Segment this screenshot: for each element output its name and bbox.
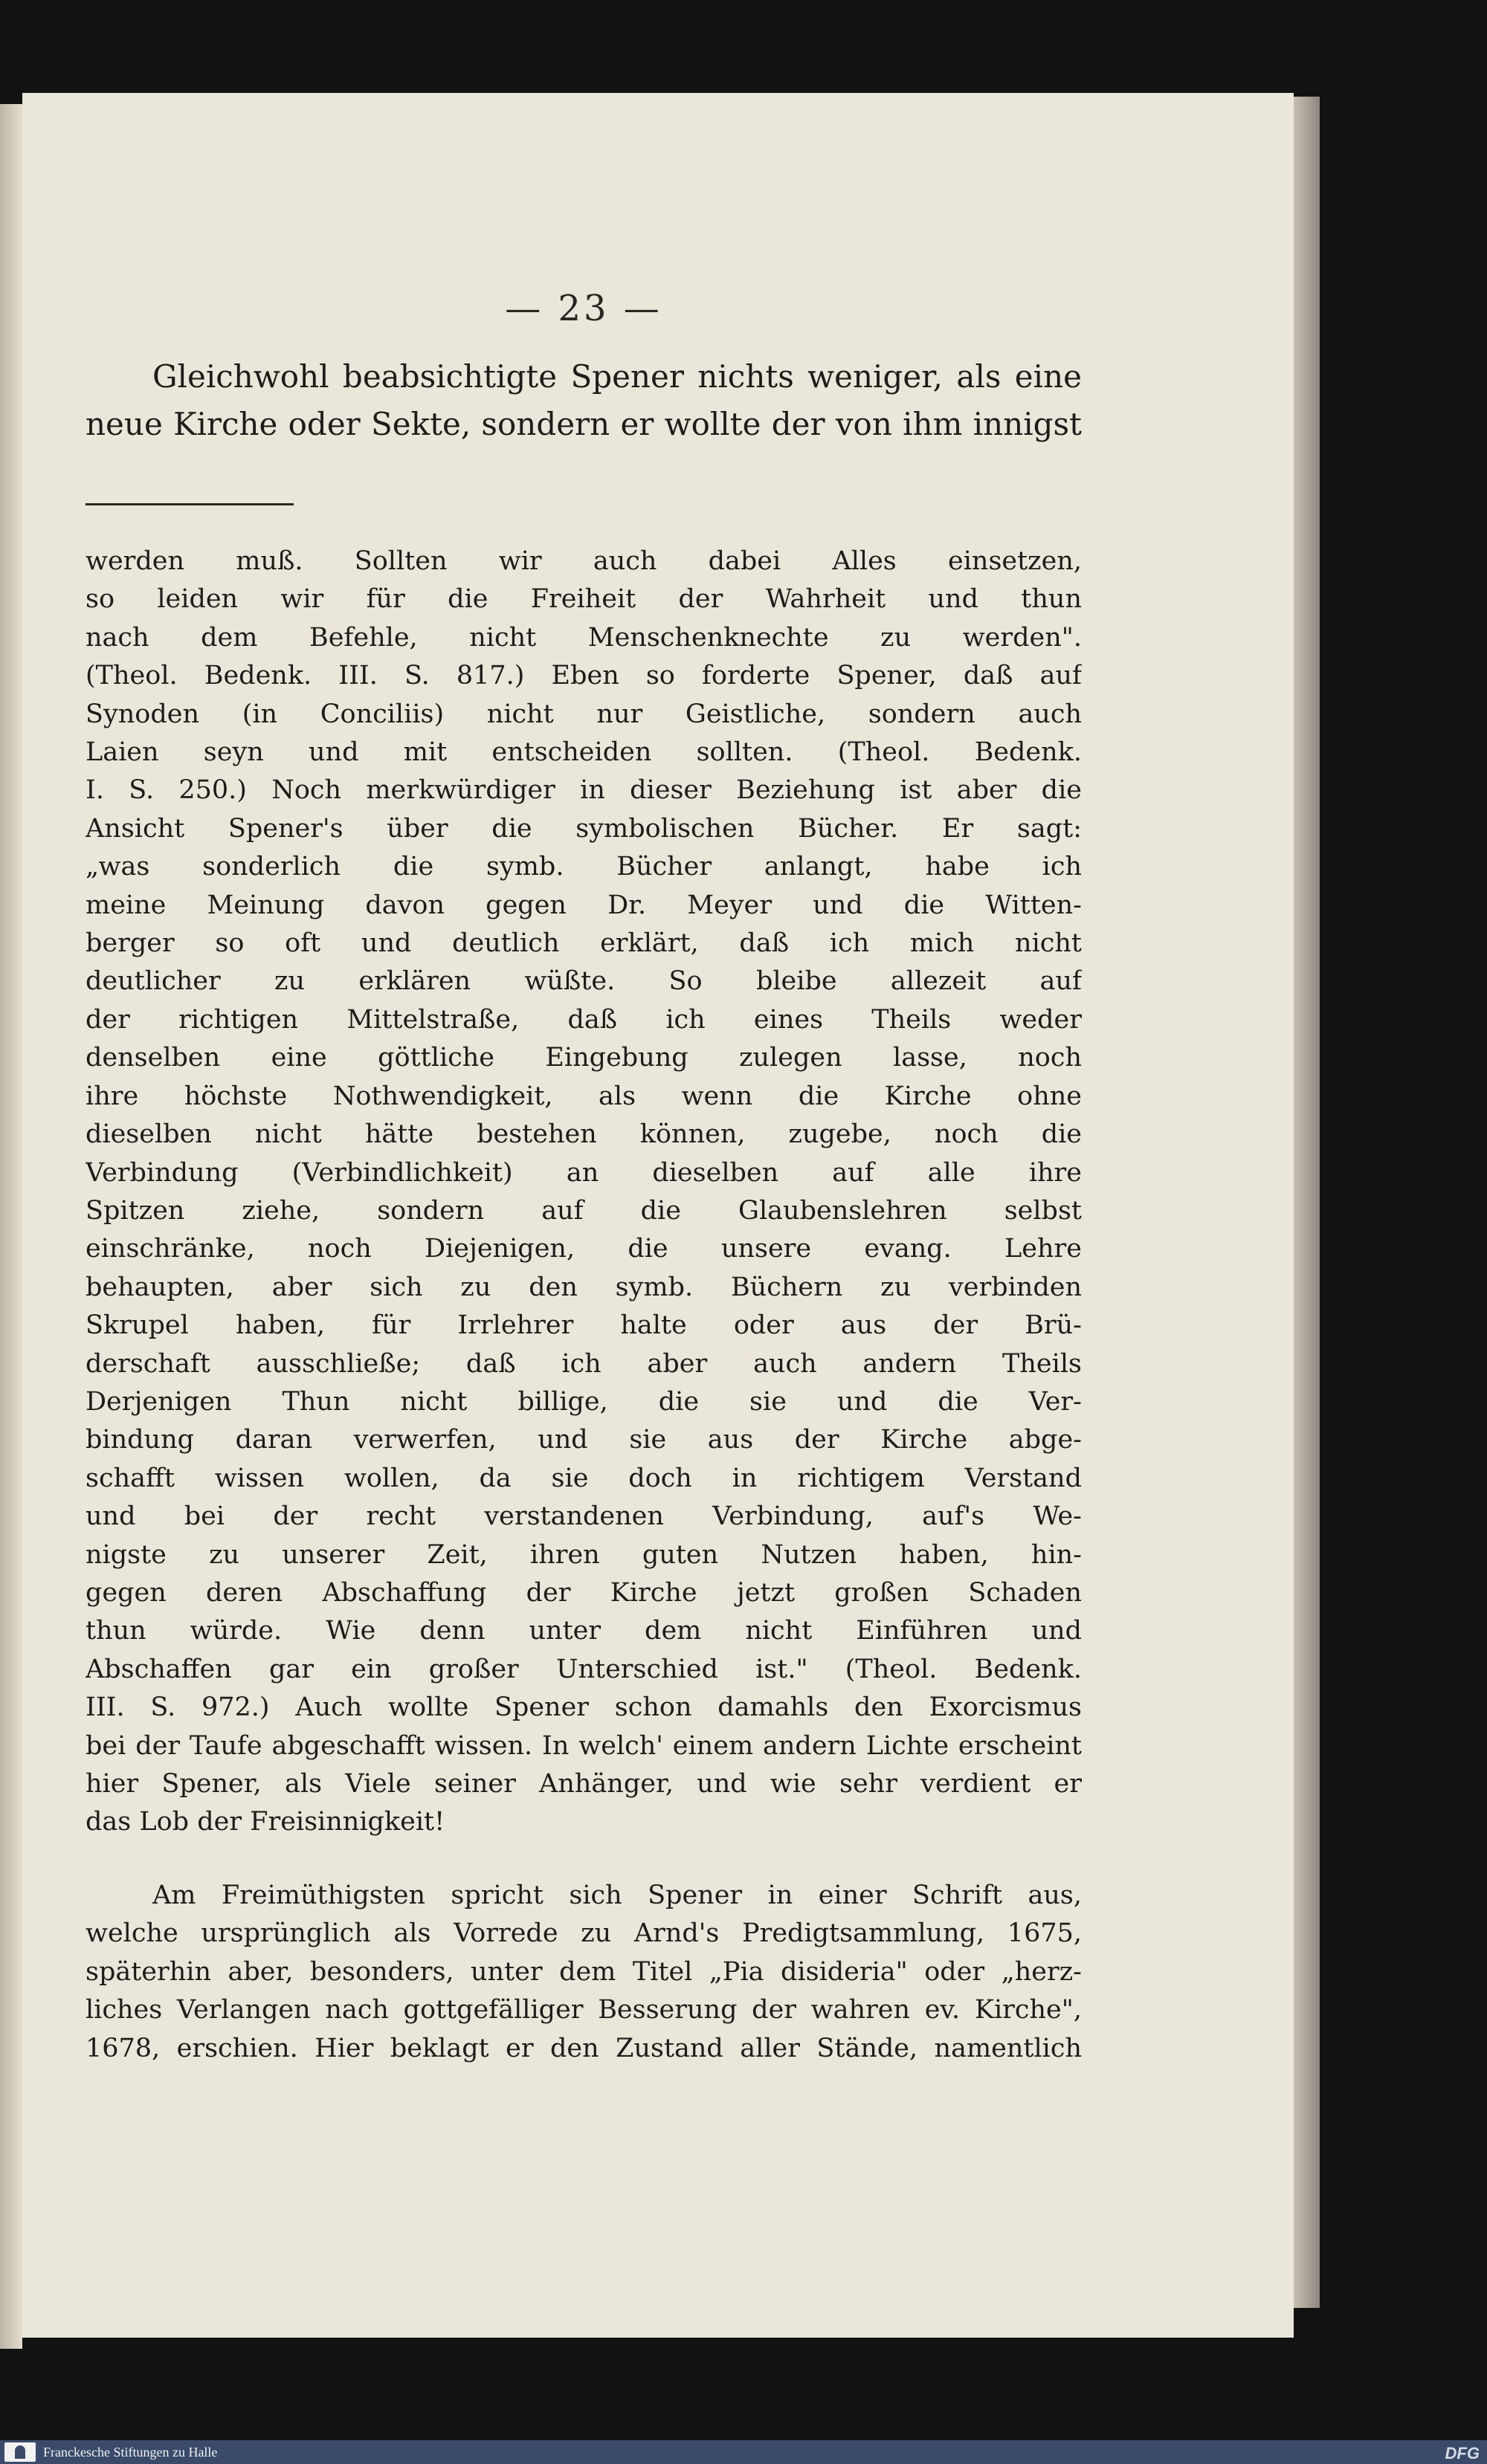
text-line: Synoden (in Conciliis) nicht nur Geistliche, sondern auch	[86, 699, 1082, 729]
text-line: bindung daran verwerfen, und sie aus der Kirche abge-	[86, 1425, 1082, 1455]
footnote-text	[86, 543, 1082, 1842]
text-line: späterhin aber, besonders, unter dem Titel „Pia disideria" oder „herz-	[86, 1956, 1082, 1987]
text-line: Ansicht Spener's über die symbolischen Bücher. Er sagt:	[86, 813, 1082, 844]
text-line: Gleichwohl beabsichtigte Spener nichts weniger, als eine	[152, 358, 1082, 395]
text-line: Derjenigen Thun nicht billige, die sie und die Ver-	[86, 1386, 1082, 1417]
text-line: schafft wissen wollen, da sie doch in richtigem Verstand	[86, 1463, 1082, 1493]
institution-logo-icon	[4, 2442, 36, 2462]
text-line: welche ursprünglich als Vorrede zu Arnd's Predigtsammlung, 1675,	[86, 1918, 1082, 1949]
text-line: ihre höchste Nothwendigkeit, als wenn die Kirche ohne	[86, 1081, 1082, 1111]
text-line: nach dem Befehle, nicht Menschenknechte zu werden".	[86, 622, 1082, 653]
text-line: denselben eine göttliche Eingebung zulegen lasse, noch	[86, 1043, 1082, 1073]
text-line: Spitzen ziehe, sondern auf die Glaubenslehren selbst	[86, 1195, 1082, 1226]
text-line: der richtigen Mittelstraße, daß ich eines Theils weder	[86, 1004, 1082, 1035]
text-line: Abschaffen gar ein großer Unterschied ist." (Theol. Bedenk.	[86, 1654, 1082, 1684]
dfg-badge: DFG	[1445, 2444, 1480, 2463]
text-line: thun würde. Wie denn unter dem nicht Einführen und	[86, 1616, 1082, 1646]
text-line: werden muß. Sollten wir auch dabei Alles einsetzen,	[86, 546, 1082, 576]
text-line: hier Spener, als Viele seiner Anhänger, und wie sehr verdient er	[86, 1769, 1082, 1799]
book-page	[22, 93, 1294, 2338]
text-line: bei der Taufe abgeschafft wissen. In welch' einem andern Lichte erscheint	[86, 1730, 1082, 1761]
text-line: so leiden wir für die Freiheit der Wahrheit und thun	[86, 584, 1082, 615]
text-line: deutlicher zu erklären wüßte. So bleibe allezeit auf	[86, 966, 1082, 997]
text-line: berger so oft und deutlich erklärt, daß ich mich nicht	[86, 928, 1082, 959]
previous-page-edge	[0, 104, 22, 2349]
page-edge-shadow	[1290, 97, 1320, 2308]
text-line: „was sonderlich die symb. Bücher anlangt, habe ich	[86, 852, 1082, 882]
text-line: liches Verlangen nach gottgefälliger Besserung der wahren ev. Kirche",	[86, 1995, 1082, 2025]
text-line: (Theol. Bedenk. III. S. 817.) Eben so forderte Spener, daß auf	[86, 661, 1082, 691]
footnote-divider	[86, 503, 294, 505]
text-line: dieselben nicht hätte bestehen können, zugebe, noch die	[86, 1119, 1082, 1150]
text-line: I. S. 250.) Noch merkwürdiger in dieser Beziehung ist aber die	[86, 775, 1082, 806]
institution-name: Franckesche Stiftungen zu Halle	[43, 2445, 218, 2460]
text-line: behaupten, aber sich zu den symb. Büchern zu verbinden	[86, 1272, 1082, 1302]
text-line: Laien seyn und mit entscheiden sollten. (Theol. Bedenk.	[86, 737, 1082, 768]
text-line: gegen deren Abschaffung der Kirche jetzt großen Schaden	[86, 1577, 1082, 1608]
text-line: 1678, erschien. Hier beklagt er den Zustand aller Stände, namentlich	[86, 2033, 1082, 2063]
text-line: Verbindung (Verbindlichkeit) an dieselben auf alle ihre	[86, 1157, 1082, 1188]
page-number: — 23 —	[505, 288, 662, 329]
text-line: derschaft ausschließe; daß ich aber auch andern Theils	[86, 1348, 1082, 1379]
text-line: nigste zu unserer Zeit, ihren guten Nutzen haben, hin-	[86, 1539, 1082, 1570]
footer-bar	[0, 2440, 1487, 2464]
text-line: neue Kirche oder Sekte, sondern er wollte der von ihm innigst	[86, 406, 1082, 442]
text-line: Skrupel haben, für Irrlehrer halte oder aus der Brü-	[86, 1310, 1082, 1341]
page-content	[22, 93, 1294, 2338]
text-line: einschränke, noch Diejenigen, die unsere evang. Lehre	[86, 1234, 1082, 1264]
top-paragraph	[86, 353, 1082, 448]
text-line: und bei der recht verstandenen Verbindung, auf's We-	[86, 1501, 1082, 1532]
text-line: III. S. 972.) Auch wollte Spener schon damahls den Exorcismus	[86, 1692, 1082, 1723]
text-line: meine Meinung davon gegen Dr. Meyer und die Witten-	[86, 890, 1082, 920]
closing-paragraph	[86, 1877, 1082, 2068]
text-line: das Lob der Freisinnigkeit!	[86, 1807, 445, 1837]
text-line: Am Freimüthigsten spricht sich Spener in einer Schrift aus,	[152, 1881, 1082, 1910]
